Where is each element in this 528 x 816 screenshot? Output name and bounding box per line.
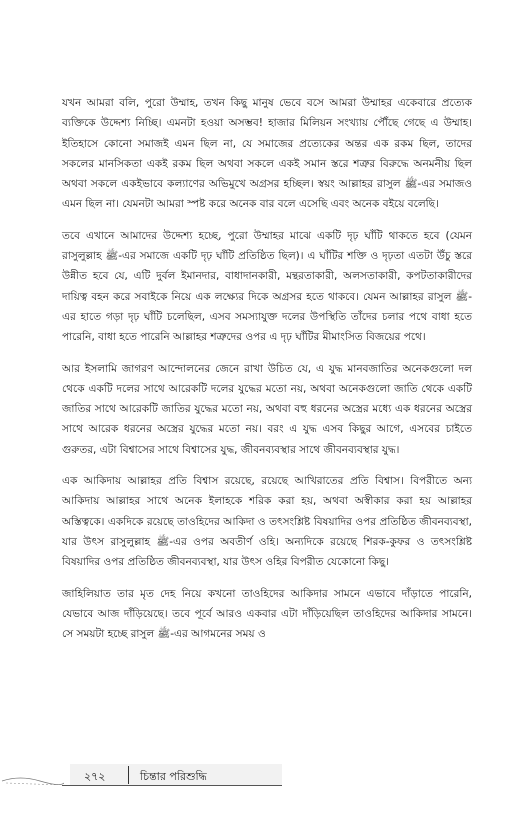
running-title: চিন্তার পরিশুদ্ধি bbox=[140, 770, 207, 783]
page-number: ২৭২ bbox=[84, 770, 106, 783]
footer-divider bbox=[128, 766, 129, 784]
paragraph-5: জাহিলিয়াত তার মৃত দেহ নিয়ে কখনো তাওহিদের আকিদার সামনে এভাবে দাঁড়াতে পারেনি, যেভাবে আজ দাঁড়িয়েছে। তবে পূর্বে আরও একবার এটা দাঁড়িয়েছিল তাওহিদের আকিদার সামনে। সে সময়টা হচ্ছে রাসুল ﷺ-এর আগমনের সময় ও bbox=[62, 587, 472, 641]
page-footer bbox=[0, 763, 528, 793]
paragraph-1: যখন আমরা বলি, পুরো উম্মাহ, তখন কিছু মানুষ ভেবে বসে আমরা উম্মাহর একেবারে প্রত্যেক ব্যক্তিকে উদ্দেশ্য নিচ্ছি। এমনটা হওয়া অসম্ভব! হাজার মিলিয়ন সংখ্যায় পৌঁছে গেছে এ উম্মাহ। ইতিহাসে কোনো সমাজই এমন ছিল না, যে সমাজের প্রত্যেকের অন্তর এক রকম ছিল, তাদের সকলের মানসিকতা একই রকম ছিল অথবা সকলে একই সমান স্তরে শত্রুর বিরুদ্ধে অনমনীয় ছিল অথবা সকলে একইভাবে কল্যাণের অভিমুখে অগ্রসর হচ্ছিল। স্বয়ং আল্লাহর রাসুল ﷺ-এর সমাজও এমন ছিল না। যেমনটা আমরা স্পষ্ট করে অনেক বার বলে এসেছি এবং অনেক বইয়ে বলেছি। bbox=[62, 97, 472, 211]
paragraph-3: আর ইসলামি জাগরণ আন্দোলনের জেনে রাখা উচিত যে, এ যুদ্ধ মানবজাতির অনেকগুলো দল থেকে একটি দলের সাথে আরেকটি দলের যুদ্ধের মতো নয়, অথবা অনেকগুলো জাতি থেকে একটি জাতির সাথে আরেকটি জাতির যুদ্ধের মতো নয়, অথবা বহু ধরনের অস্ত্রের মধ্যে এক ধরনের অস্ত্রের সাথে আরেক ধরনের অস্ত্রের যুদ্ধের মতো নয়। বরং এ যুদ্ধ এসব কিছুর আগে, এসবের চাইতে গুরুতর, এটা বিশ্বাসের সাথে বিশ্বাসের যুদ্ধ, জীবনব্যবস্থার সাথে জীবনব্যবস্থার যুদ্ধ। bbox=[62, 362, 472, 456]
page-body bbox=[62, 93, 472, 655]
paragraph-2: তবে এখানে আমাদের উদ্দেশ্য হচ্ছে, পুরো উম্মাহর মাঝে একটি দৃঢ় ঘাঁটি থাকতে হবে (যেমন রাসুলুল্লাহ ﷺ-এর সমাজে একটি দৃঢ় ঘাঁটি প্রতিষ্ঠিত ছিল)। এ ঘাঁটির শক্তি ও দৃঢ়তা এতটা উঁচু স্তরে উন্নীত হবে যে, এটি দুর্বল ইমানদার, বাধাদানকারী, মন্থরতাকারী, অলসতাকারী, কপটতাকারীদের দায়িত্ব বহন করে সবাইকে নিয়ে এক লক্ষ্যের দিকে অগ্রসর হতে থাকবে। যেমন আল্লাহর রাসুল ﷺ-এর হাতে গড়া দৃঢ় ঘাঁটি চলেছিল, এসব সমস্যাযুক্ত দলের উপস্থিতি তাঁদের চলার পথে বাধা হতে পারেনি, বাধা হতে পারেনি আল্লাহর শত্রুদের ওপর এ দৃঢ় ঘাঁটির মীমাংসিত বিজয়ের পথে। bbox=[62, 229, 472, 344]
paragraph-4: এক আকিদায় আল্লাহর প্রতি বিশ্বাস রয়েছে, রয়েছে আখিরাতের প্রতি বিশ্বাস। বিপরীতে অন্য আকিদায় আল্লাহর সাথে অনেক ইলাহকে শরিক করা হয়, অথবা অস্বীকার করা হয় আল্লাহর অস্তিত্বকে। একদিকে রয়েছে তাওহিদের আকিদা ও তৎসংশ্লিষ্ট বিষয়াদির ওপর প্রতিষ্ঠিত জীবনব্যবস্থা, যার উৎস রাসুলুল্লাহ ﷺ-এর ওপর অবতীর্ণ ওহি। অন্যদিকে রয়েছে শিরক-কুফর ও তৎসংশ্লিষ্ট বিষয়াদির ওপর প্রতিষ্ঠিত জীবনব্যবস্থা, যার উৎস ওহির বিপরীত যেকোনো কিছু। bbox=[62, 475, 472, 569]
footer-ornament-icon bbox=[0, 769, 64, 785]
